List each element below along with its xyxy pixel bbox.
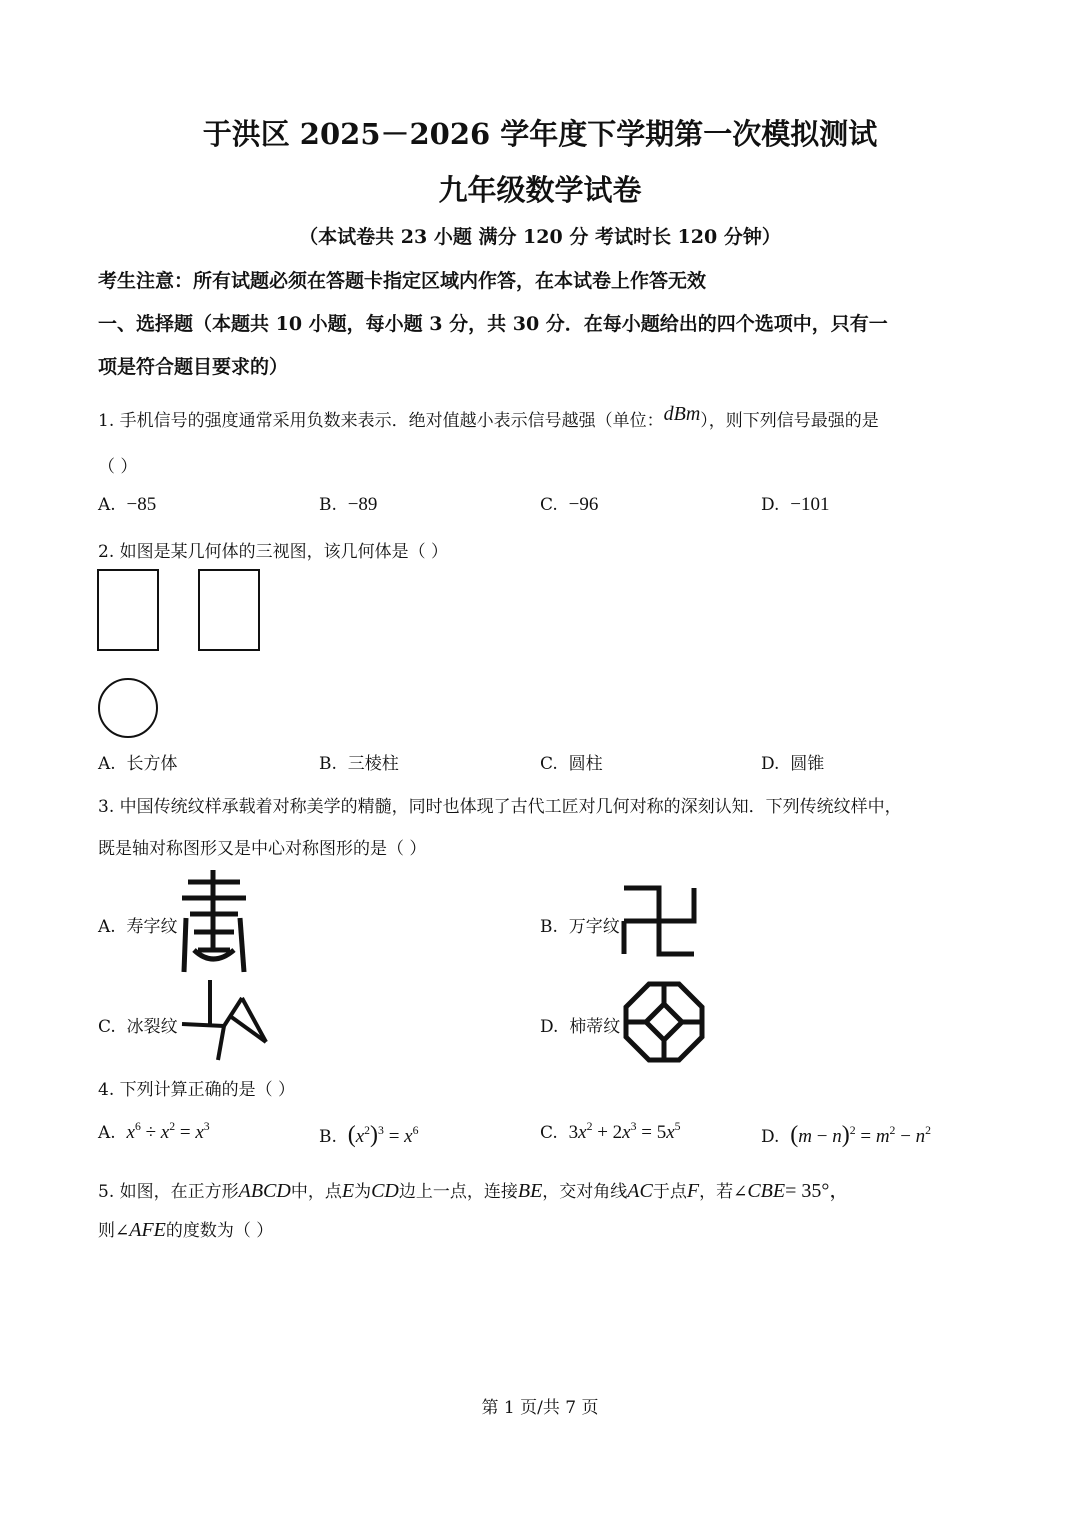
question-1-text-end: ），则下列信号最强的是 xyxy=(700,411,879,431)
q2-option-a[interactable] xyxy=(98,749,178,774)
side-view-rectangle xyxy=(199,570,259,650)
option-label: A. xyxy=(98,917,116,937)
q3-option-c[interactable] xyxy=(98,1012,178,1037)
option-label: A. xyxy=(98,1123,116,1143)
notice: 考生注意：所有试题必须在答题卡指定区域内作答，在本试卷上作答无效 xyxy=(98,270,707,292)
question-2: 2. 如图是某几何体的三视图，该几何体是（ ） xyxy=(98,542,449,562)
q3-option-d[interactable] xyxy=(540,1012,620,1037)
three-view-figure xyxy=(96,568,266,743)
wan-pattern-icon xyxy=(622,885,698,959)
q5-side-cd: CD xyxy=(371,1180,399,1202)
q5-text: 边上一点，连接 xyxy=(398,1182,518,1202)
option-label: C. xyxy=(540,495,558,515)
q3-option-b[interactable] xyxy=(540,912,620,937)
option-label: B. xyxy=(319,495,337,515)
formula-b: $(x^2)^3 = x^6$ xyxy=(347,1122,419,1148)
question-1-text: 1. 手机信号的强度通常采用负数来表示．绝对值越小表示信号越强（单位： xyxy=(98,411,664,431)
formula-c: $3x^2 + 2x^3 = 5x^5$ xyxy=(568,1119,681,1143)
q4-option-a[interactable] xyxy=(98,1119,210,1144)
q5-text: ，交对角线 xyxy=(542,1182,628,1202)
q1-option-c[interactable] xyxy=(540,494,598,516)
q4-option-c[interactable] xyxy=(540,1119,681,1144)
option-label: B. xyxy=(540,917,558,937)
q5-square-abcd: ABCD xyxy=(238,1180,291,1202)
q4-option-b[interactable] xyxy=(319,1122,418,1149)
q2-option-d[interactable] xyxy=(761,749,824,774)
option-value: −96 xyxy=(568,494,599,515)
q1-option-b[interactable] xyxy=(319,494,377,516)
unit-dbm: dBm xyxy=(663,403,701,425)
ice-crack-pattern-icon xyxy=(180,978,270,1064)
q5-angle-afe: AFE xyxy=(129,1219,166,1241)
question-1 xyxy=(98,403,879,432)
option-label: C. xyxy=(98,1017,116,1037)
option-value: 柿蒂纹 xyxy=(569,1017,621,1037)
persimmon-pattern-icon xyxy=(624,982,706,1064)
option-label: A. xyxy=(98,495,116,515)
q5-text: 中，点 xyxy=(290,1182,342,1202)
exam-info: （本试卷共 23 小题 满分 120 分 考试时长 120 分钟） xyxy=(299,226,781,248)
q5-text: 的度数为（ ） xyxy=(165,1221,274,1241)
option-label: A. xyxy=(98,754,116,774)
q5-segment-be: BE xyxy=(517,1180,543,1202)
question-1-paren: （ ） xyxy=(98,457,138,477)
q5-angle-cbe: CBE xyxy=(747,1180,786,1202)
page-title: 于洪区 2025－2026 学年度下学期第一次模拟测试 xyxy=(202,117,878,151)
q5-diagonal-ac: AC xyxy=(627,1180,653,1202)
option-label: B. xyxy=(319,754,337,774)
option-value: −101 xyxy=(790,494,830,515)
q5-point-e: E xyxy=(341,1180,355,1202)
option-value: 圆锥 xyxy=(790,754,825,774)
option-label: D. xyxy=(761,1127,780,1147)
q1-option-a[interactable] xyxy=(98,494,156,516)
section-heading-line2: 项是符合题目要求的） xyxy=(98,356,289,378)
q5-point-f: F xyxy=(686,1180,700,1202)
page-number: 第 1 页/共 7 页 xyxy=(481,1398,599,1418)
question-5-line2 xyxy=(98,1216,273,1242)
option-value: 三棱柱 xyxy=(347,754,399,774)
section-heading-line1: 一、选择题（本题共 10 小题，每小题 3 分，共 30 分．在每小题给出的四个选项中，只有一 xyxy=(98,313,888,335)
formula-d: $(m - n)^2 = m^2 - n^2$ xyxy=(790,1122,932,1148)
question-3-line1: 3. 中国传统纹样承载着对称美学的精髓，同时也体现了古代工匠对几何对称的深刻认知．下列传统纹样中， xyxy=(98,797,902,817)
option-label: B. xyxy=(319,1127,337,1147)
q5-text: ，若∠ xyxy=(699,1182,748,1202)
option-label: C. xyxy=(540,754,558,774)
option-value: 寿字纹 xyxy=(126,917,178,937)
option-value: 万字纹 xyxy=(568,917,620,937)
page-subtitle: 九年级数学试卷 xyxy=(438,173,642,207)
q5-text: 则∠ xyxy=(98,1221,130,1241)
front-view-rectangle xyxy=(98,570,158,650)
option-label: D. xyxy=(540,1017,559,1037)
formula-a: $x^6 \div x^2 = x^3$ xyxy=(126,1119,210,1143)
q3-option-a[interactable] xyxy=(98,912,178,937)
q1-option-d[interactable] xyxy=(761,494,829,516)
shou-pattern-icon xyxy=(180,868,250,976)
option-value: 圆柱 xyxy=(568,754,603,774)
option-label: D. xyxy=(761,495,780,515)
q5-angle-value: = 35°， xyxy=(785,1180,850,1202)
question-4: 4. 下列计算正确的是（ ） xyxy=(98,1080,296,1100)
q2-option-b[interactable] xyxy=(319,749,399,774)
q4-option-d[interactable] xyxy=(761,1122,931,1149)
question-5-line1 xyxy=(98,1174,849,1203)
top-view-circle xyxy=(99,679,157,737)
q5-text: 5. 如图，在正方形 xyxy=(98,1182,239,1202)
q2-option-c[interactable] xyxy=(540,749,603,774)
option-value: −85 xyxy=(126,494,157,515)
option-value: 冰裂纹 xyxy=(126,1017,178,1037)
question-3-line2: 既是轴对称图形又是中心对称图形的是（ ） xyxy=(98,839,427,859)
option-value: −89 xyxy=(347,494,378,515)
option-label: C. xyxy=(540,1123,558,1143)
option-label: D. xyxy=(761,754,780,774)
option-value: 长方体 xyxy=(126,754,178,774)
q5-text: 为 xyxy=(354,1182,372,1202)
q5-text: 于点 xyxy=(652,1182,687,1202)
